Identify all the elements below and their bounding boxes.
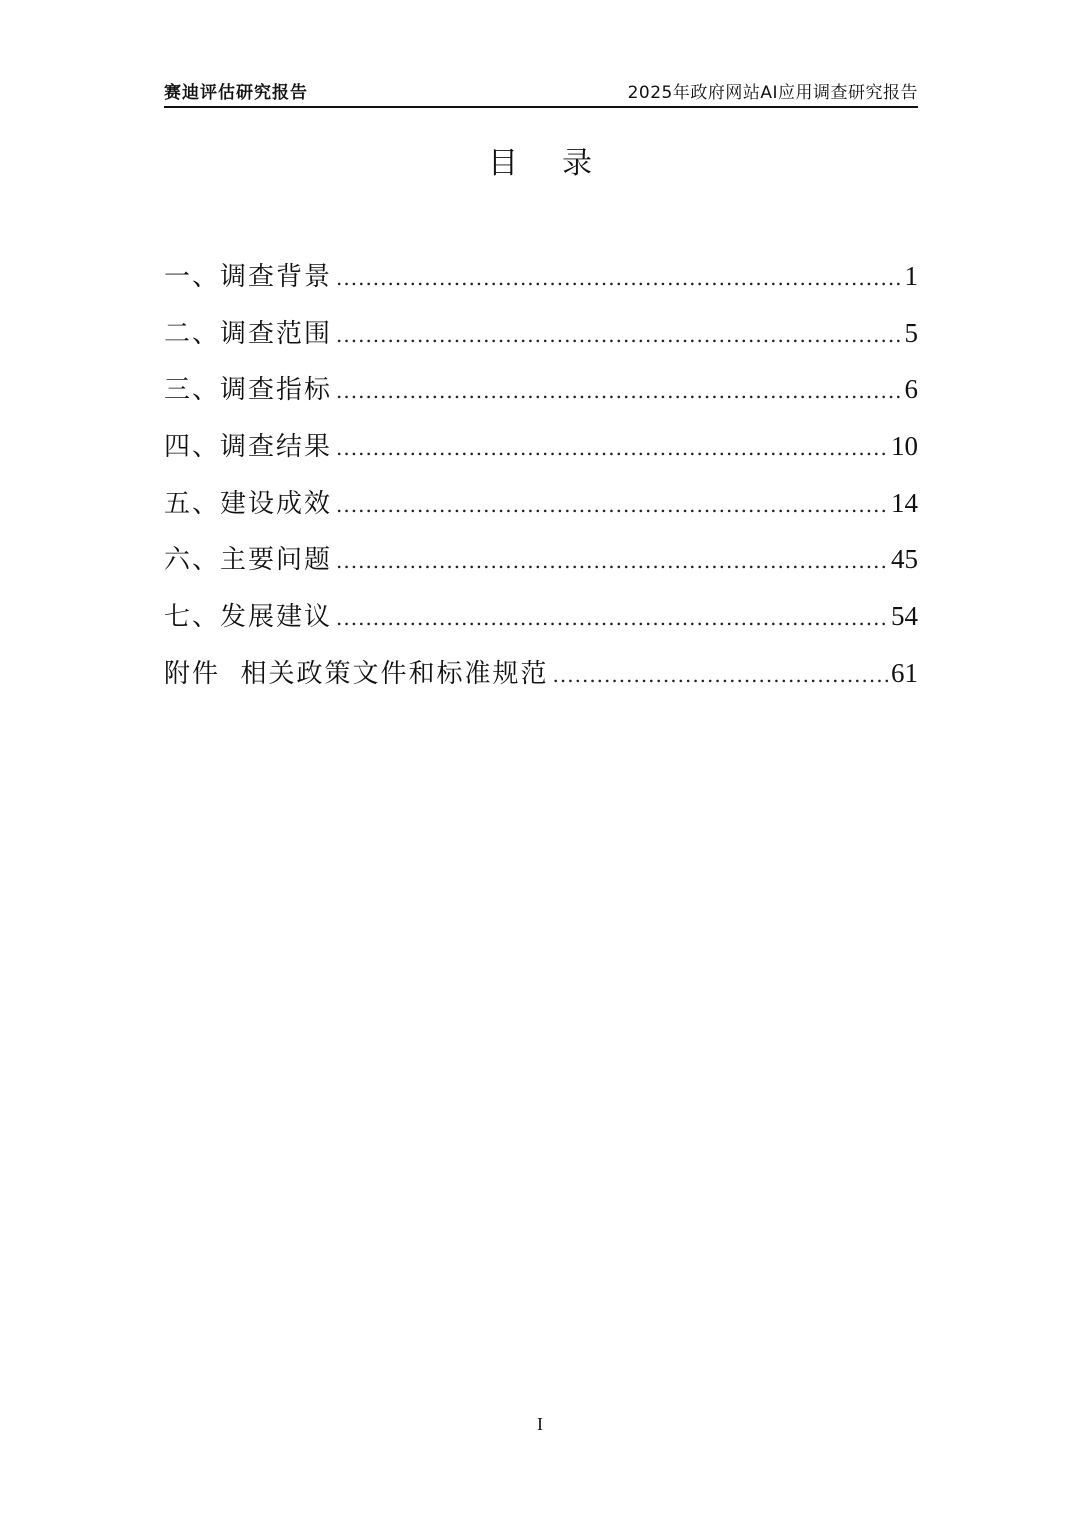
toc-entry-page: 54 bbox=[891, 601, 918, 632]
toc-entry-page: 45 bbox=[891, 544, 918, 575]
toc-entry-label: 七、发展建议 bbox=[164, 602, 333, 633]
header-report-title: 2025年政府网站AI应用调查研究报告 bbox=[627, 82, 918, 103]
toc-entry-label: 六、主要问题 bbox=[164, 545, 333, 576]
toc-entry-label: 五、建设成效 bbox=[164, 488, 333, 519]
toc-dot-leader bbox=[336, 592, 889, 644]
toc-entry-page: 6 bbox=[904, 374, 918, 405]
toc-entry-page: 10 bbox=[891, 431, 918, 462]
toc-entry-6[interactable] bbox=[164, 533, 918, 590]
toc-entry-page: 14 bbox=[891, 487, 918, 518]
toc-dot-leader bbox=[336, 479, 889, 531]
toc-dot-leader bbox=[336, 535, 889, 587]
page-number: I bbox=[537, 1414, 543, 1434]
toc-dot-leader bbox=[336, 365, 902, 417]
toc-entry-appendix[interactable] bbox=[164, 647, 918, 704]
toc-entry-2[interactable] bbox=[164, 307, 918, 364]
table-of-contents bbox=[164, 250, 918, 704]
toc-entry-label: 一、调查背景 bbox=[164, 262, 333, 292]
toc-entry-5[interactable] bbox=[164, 477, 918, 534]
toc-entry-7[interactable] bbox=[164, 590, 918, 647]
toc-dot-leader bbox=[336, 252, 902, 304]
toc-entry-page: 1 bbox=[904, 261, 918, 291]
toc-entry-page: 61 bbox=[891, 657, 918, 688]
toc-entry-page: 5 bbox=[904, 317, 918, 348]
toc-dot-leader bbox=[336, 422, 889, 474]
toc-entry-label: 三、调查指标 bbox=[164, 375, 333, 406]
toc-entry-label: 四、调查结果 bbox=[164, 432, 333, 463]
toc-entry-3[interactable] bbox=[164, 363, 918, 420]
header-publisher: 赛迪评估研究报告 bbox=[164, 82, 308, 103]
toc-dot-leader bbox=[336, 309, 902, 361]
page-title: 目录 bbox=[488, 146, 636, 181]
toc-entry-label: 附件 相关政策文件和标准规范 bbox=[164, 658, 549, 689]
running-header bbox=[164, 76, 918, 104]
toc-entry-label: 二、调查范围 bbox=[164, 318, 333, 349]
toc-entry-4[interactable] bbox=[164, 420, 918, 477]
toc-entry-1[interactable] bbox=[164, 250, 918, 307]
toc-dot-leader bbox=[553, 649, 889, 701]
header-divider bbox=[164, 106, 918, 108]
